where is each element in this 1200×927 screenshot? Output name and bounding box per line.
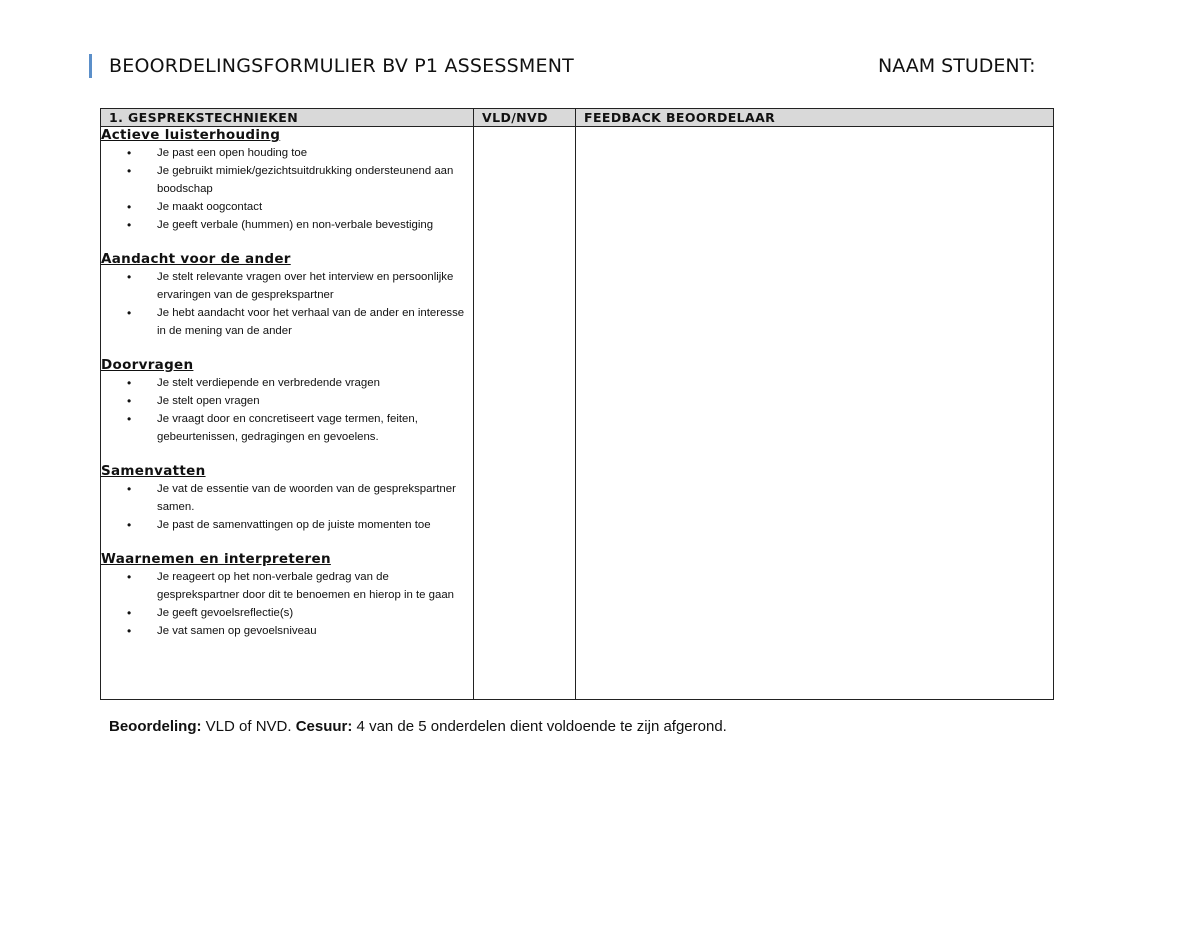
list-item-text: Je geeft gevoelsreflectie(s) bbox=[157, 607, 294, 619]
section-title: Samenvatten bbox=[101, 463, 206, 479]
cesuur-label: Cesuur: bbox=[295, 718, 353, 735]
table-header-row bbox=[101, 109, 1054, 127]
list-item bbox=[127, 162, 473, 198]
assessment-table bbox=[100, 108, 1054, 700]
bullet-icon: • bbox=[127, 376, 132, 390]
rating-value: VLD of NVD. bbox=[201, 718, 296, 735]
list-item-text: Je vraagt door en concretiseert vage termen, feiten, gebeurtenissen, gedragingen en gevoelens. bbox=[157, 413, 418, 443]
bullet-icon: • bbox=[127, 306, 132, 320]
list-item bbox=[127, 410, 473, 446]
bullet-icon: • bbox=[127, 606, 132, 620]
list-item bbox=[127, 568, 473, 604]
list-item bbox=[127, 144, 473, 162]
criteria-items bbox=[101, 144, 473, 234]
rating-note bbox=[109, 717, 727, 737]
cesuur-value: 4 van de 5 onderdelen dient voldoende te zijn afgerond. bbox=[352, 718, 727, 735]
criteria-list bbox=[101, 127, 473, 640]
bullet-icon: • bbox=[127, 218, 132, 232]
section-title: Doorvragen bbox=[101, 357, 194, 373]
list-item-text: Je reageert op het non-verbale gedrag van de gesprekspartner door dit te benoemen en hierop in te gaan bbox=[157, 571, 454, 601]
list-item-text: Je stelt relevante vragen over het interview en persoonlijke ervaringen van de gesprekspartner bbox=[157, 271, 454, 301]
list-item-text: Je maakt oogcontact bbox=[157, 201, 263, 213]
criteria-cell bbox=[101, 127, 474, 700]
student-name-label: NAAM STUDENT: bbox=[878, 55, 1036, 77]
list-item bbox=[127, 516, 473, 534]
bullet-icon: • bbox=[127, 270, 132, 284]
bullet-icon: • bbox=[127, 200, 132, 214]
bullet-icon: • bbox=[127, 164, 132, 178]
criteria-items bbox=[101, 268, 473, 340]
bullet-icon: • bbox=[127, 146, 132, 160]
criteria-items bbox=[101, 480, 473, 534]
column-header-feedback: FEEDBACK BEOORDELAAR bbox=[576, 109, 1054, 127]
list-item bbox=[127, 268, 473, 304]
criteria-items bbox=[101, 568, 473, 640]
column-header-rating: VLD/NVD bbox=[474, 109, 576, 127]
bullet-icon: • bbox=[127, 624, 132, 638]
list-item bbox=[127, 480, 473, 516]
list-item bbox=[127, 392, 473, 410]
list-item-text: Je geeft verbale (hummen) en non-verbale bevestiging bbox=[157, 219, 434, 231]
title-accent-bar bbox=[89, 54, 92, 78]
bullet-icon: • bbox=[127, 394, 132, 408]
column-header-criteria: 1. GESPREKSTECHNIEKEN bbox=[101, 109, 474, 127]
list-item bbox=[127, 604, 473, 622]
list-item bbox=[127, 304, 473, 340]
bullet-icon: • bbox=[127, 570, 132, 584]
feedback-cell[interactable] bbox=[576, 127, 1054, 700]
bullet-icon: • bbox=[127, 412, 132, 426]
list-item-text: Je hebt aandacht voor het verhaal van de ander en interesse in de mening van de ander bbox=[157, 307, 465, 337]
list-item-text: Je past een open houding toe bbox=[157, 147, 308, 159]
section-title: Actieve luisterhouding bbox=[101, 127, 281, 143]
list-item-text: Je stelt open vragen bbox=[157, 395, 260, 407]
list-item bbox=[127, 198, 473, 216]
document-title: BEOORDELINGSFORMULIER BV P1 ASSESSMENT bbox=[109, 55, 574, 77]
bullet-icon: • bbox=[127, 518, 132, 532]
list-item-text: Je gebruikt mimiek/gezichtsuitdrukking ondersteunend aan boodschap bbox=[157, 165, 454, 195]
rating-label: Beoordeling: bbox=[109, 718, 202, 735]
rating-cell[interactable] bbox=[474, 127, 576, 700]
list-item bbox=[127, 216, 473, 234]
bullet-icon: • bbox=[127, 482, 132, 496]
list-item-text: Je past de samenvattingen op de juiste momenten toe bbox=[157, 519, 431, 531]
list-item-text: Je stelt verdiepende en verbredende vragen bbox=[157, 377, 380, 389]
list-item bbox=[127, 622, 473, 640]
table-row bbox=[101, 127, 1054, 700]
list-item-text: Je vat de essentie van de woorden van de gesprekspartner samen. bbox=[157, 483, 456, 513]
list-item-text: Je vat samen op gevoelsniveau bbox=[157, 625, 317, 637]
list-item bbox=[127, 374, 473, 392]
section-title: Waarnemen en interpreteren bbox=[101, 551, 331, 567]
criteria-items bbox=[101, 374, 473, 446]
section-title: Aandacht voor de ander bbox=[101, 251, 291, 267]
